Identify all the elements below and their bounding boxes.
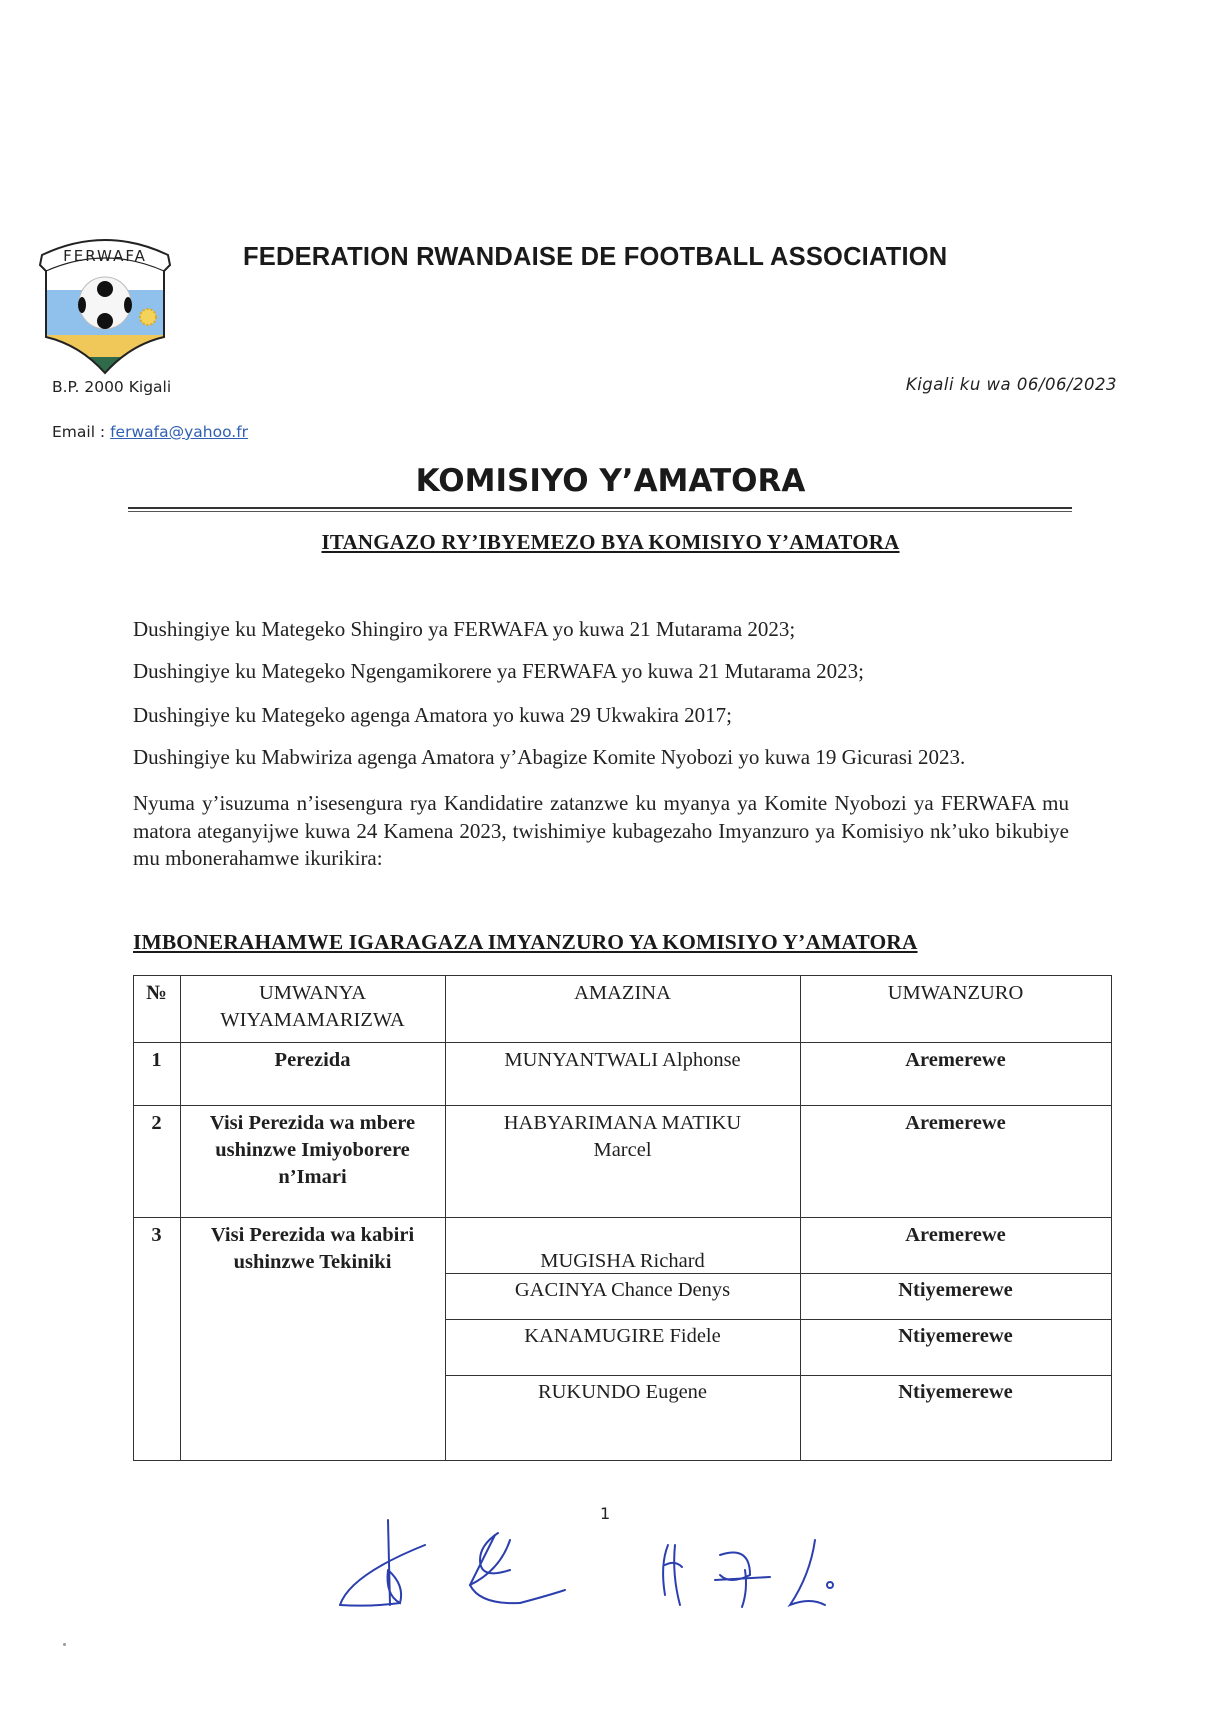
svg-text:FERWAFA: FERWAFA xyxy=(63,247,147,265)
row-number: 3 xyxy=(151,1224,162,1246)
row-position xyxy=(180,1110,445,1191)
signature-icon xyxy=(330,1505,1030,1615)
decisions-table xyxy=(133,975,1112,1460)
header-position-line: UMWANYA xyxy=(258,982,367,1004)
decision-status: Aremerewe xyxy=(905,1224,1006,1246)
row-position-line: Visi Perezida wa mbere xyxy=(209,1112,416,1134)
document-title: KOMISIYO Y’AMATORA xyxy=(415,463,806,499)
row-position: Perezida xyxy=(274,1049,351,1071)
preamble-line: Dushingiye ku Mabwiriza agenga Amatora y’Abagize Komite Nyobozi yo kuwa 19 Gicurasi 2023. xyxy=(133,745,966,769)
title-divider xyxy=(128,507,1072,509)
title-divider-thin xyxy=(128,511,1072,512)
intro-paragraph: Nyuma y’isuzuma n’isesengura rya Kandidatire zatanzwe ku myanya ya Komite Nyobozi ya FERWAFA mu matora ateganyijwe kuwa 24 Kamena 2023, twishimiye kubagezaho Imyanzuro ya Komisiyo nk’uko bikubiye mu mbonerahamwe ikurikira: xyxy=(133,791,1069,870)
table-border xyxy=(133,1460,1112,1461)
ferwafa-logo xyxy=(30,225,180,375)
row-position xyxy=(180,1222,445,1276)
row-position-line: ushinzwe Tekiniki xyxy=(233,1251,392,1273)
decision-status: Ntiyemerewe xyxy=(898,1325,1013,1347)
decision-status: Aremerewe xyxy=(905,1049,1006,1071)
candidate-name xyxy=(445,1110,800,1164)
scan-speck xyxy=(63,1643,66,1646)
table-row-divider xyxy=(133,1105,1112,1106)
decision-status: Ntiyemerewe xyxy=(898,1279,1013,1301)
header-number: № xyxy=(146,982,167,1004)
candidate-name: KANAMUGIRE Fidele xyxy=(524,1325,721,1347)
decision-status: Aremerewe xyxy=(905,1112,1006,1134)
row-number: 2 xyxy=(151,1112,162,1134)
signatures xyxy=(330,1505,1030,1615)
table-border xyxy=(1111,975,1112,1461)
email-label: Email : xyxy=(52,423,111,441)
postal-address: B.P. 2000 Kigali xyxy=(52,378,172,396)
email-row xyxy=(52,423,248,441)
table-title: IMBONERAHAMWE IGARAGAZA IMYANZURO YA KOMISIYO Y’AMATORA xyxy=(133,930,918,954)
header-position xyxy=(180,980,445,1034)
candidate-name: RUKUNDO Eugene xyxy=(537,1381,708,1403)
table-border xyxy=(133,975,1112,976)
table-subrow-divider xyxy=(445,1375,1112,1376)
row-number: 1 xyxy=(151,1049,162,1071)
row-position-line: n’Imari xyxy=(278,1166,347,1188)
table-subrow-divider xyxy=(445,1319,1112,1320)
document-date: Kigali ku wa 06/06/2023 xyxy=(905,375,1117,394)
candidate-name: GACINYA Chance Denys xyxy=(514,1279,731,1301)
preamble-line: Dushingiye ku Mategeko Shingiro ya FERWAFA yo kuwa 21 Mutarama 2023; xyxy=(133,617,796,641)
document-subtitle: ITANGAZO RY’IBYEMEZO BYA KOMISIYO Y’AMATORA xyxy=(321,530,900,554)
email-link[interactable]: ferwafa@yahoo.fr xyxy=(110,423,249,441)
row-position-line: ushinzwe Imiyoborere xyxy=(215,1139,410,1161)
header-decision: UMWANZURO xyxy=(887,982,1024,1004)
table-row-divider xyxy=(133,1042,1112,1043)
preamble-line: Dushingiye ku Mategeko agenga Amatora yo kuwa 29 Ukwakira 2017; xyxy=(133,703,732,727)
row-position-line: Visi Perezida wa kabiri xyxy=(210,1224,415,1246)
header-position-line: WIYAMAMARIZWA xyxy=(220,1009,405,1031)
decision-status: Ntiyemerewe xyxy=(898,1381,1013,1403)
organization-title: FEDERATION RWANDAISE DE FOOTBALL ASSOCIATION xyxy=(243,243,948,271)
page-number: 1 xyxy=(600,1504,611,1523)
shield-crest-icon xyxy=(30,225,180,375)
preamble-line: Dushingiye ku Mategeko Ngengamikorere ya FERWAFA yo kuwa 21 Mutarama 2023; xyxy=(133,659,864,683)
candidate-name-line: Marcel xyxy=(593,1139,652,1161)
candidate-name-line: HABYARIMANA MATIKU xyxy=(503,1112,742,1134)
candidate-name: MUNYANTWALI Alphonse xyxy=(504,1049,741,1071)
table-row-divider xyxy=(133,1217,1112,1218)
header-names: AMAZINA xyxy=(574,982,671,1004)
candidate-name: MUGISHA Richard xyxy=(540,1250,705,1272)
